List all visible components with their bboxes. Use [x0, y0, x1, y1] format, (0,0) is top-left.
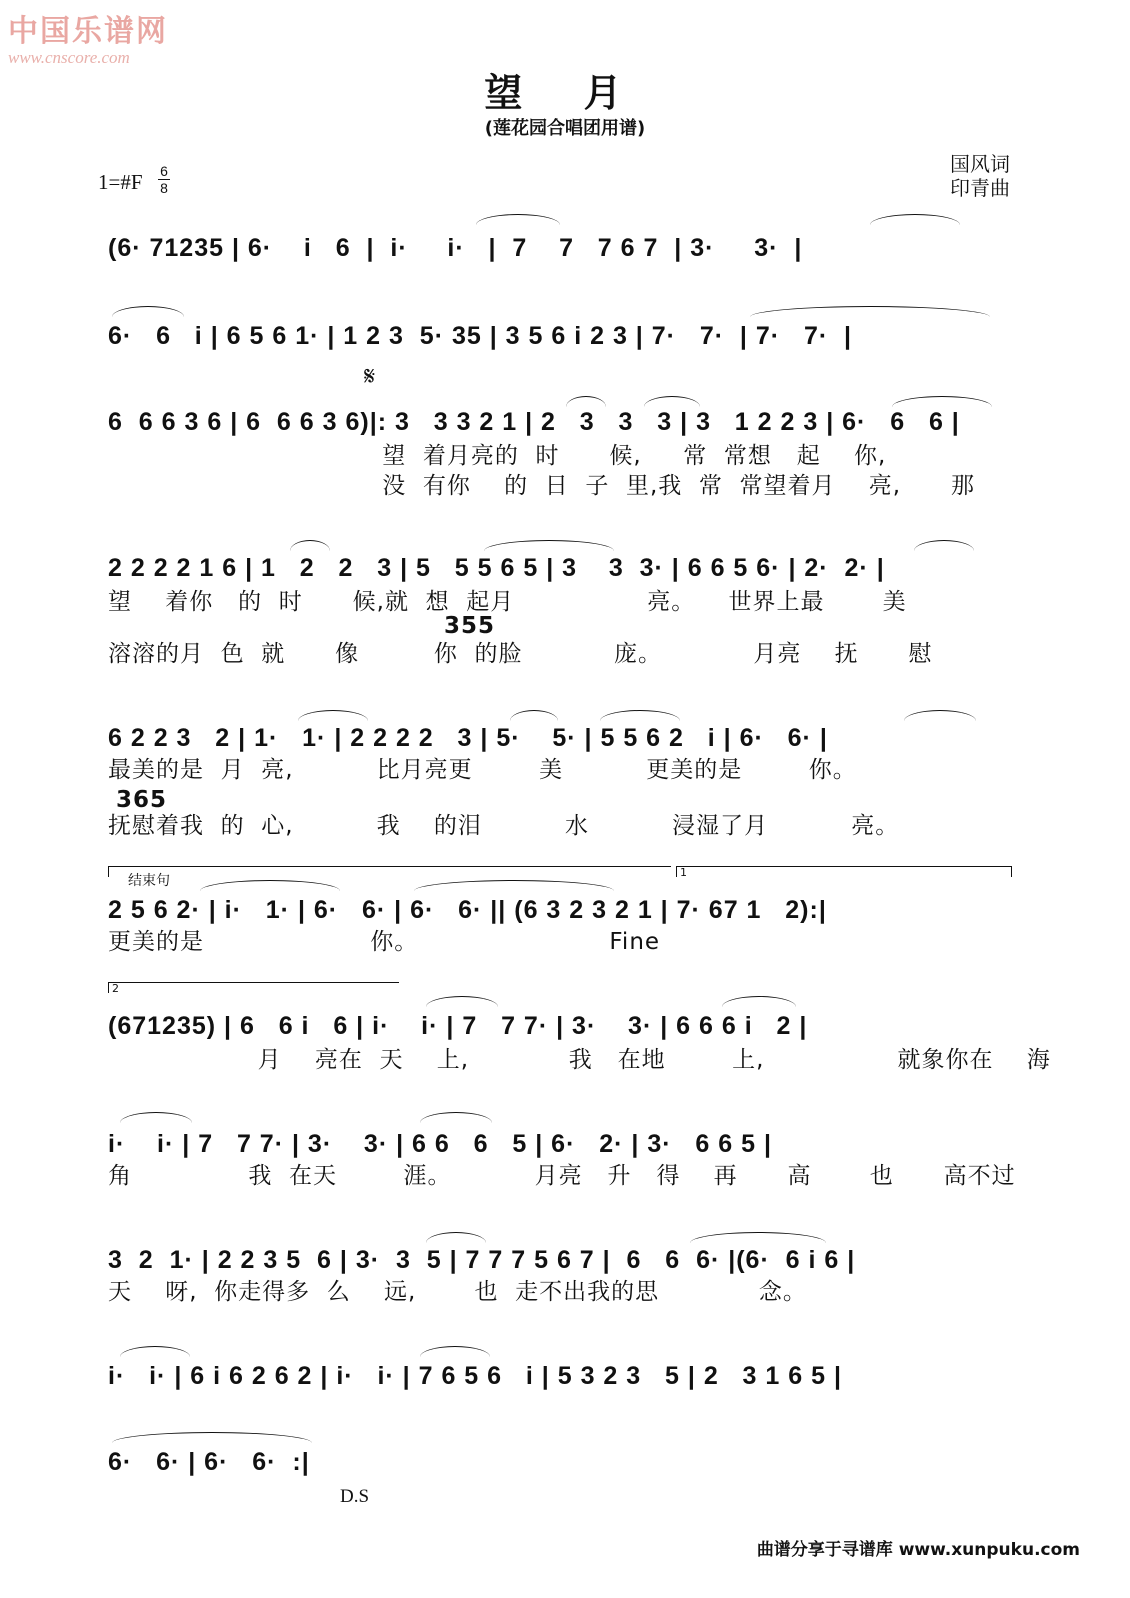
footer-credit: 曲谱分享于寻谱库 www.xunpuku.com [756, 1540, 1080, 1560]
staff-row-11: 6· 6· | 6· 6· :| [108, 1448, 310, 1476]
lyric-row-5-verse-1: 最美的是 月 亮, 比月亮更 美 更美的是 你。 [108, 757, 857, 783]
meter-top: 6 [160, 163, 168, 179]
staff-row-7: (671235) | 6 6 i 6 | i· i· | 7 7 7· | 3· 3· | 6 6 6 i 2 | [108, 1012, 808, 1040]
tie [120, 1346, 190, 1357]
tie [414, 880, 614, 891]
page-subtitle: (莲花园合唱团用谱) [484, 118, 646, 139]
tie [112, 1432, 312, 1443]
tie [426, 996, 498, 1007]
ending-label: 结束句 [128, 873, 170, 889]
volta-1-bracket [676, 866, 1012, 877]
tie [904, 710, 976, 721]
lyric-row-4-alt-notes: 355 [444, 613, 496, 639]
composer-credit: 印青曲 [950, 176, 1010, 200]
staff-row-3: 6 6 6 3 6 | 6 6 6 3 6)|: 3 3 3 2 1 | 2 3 3 3 | 3 1 2 2 3 | 6· 6 6 | [108, 408, 960, 436]
lyric-row-3-verse-1: 望 着月亮的 时 候, 常 常想 起 你, [108, 443, 887, 469]
dal-segno-marker: D.S [340, 1486, 370, 1507]
time-signature [158, 164, 170, 195]
staff-row-8: i· i· | 7 7 7· | 3· 3· | 6 6 6 5 | 6· 2· | 3· 6 6 5 | [108, 1130, 772, 1158]
tie [600, 710, 680, 721]
staff-row-6: 2 5 6 2· | i· 1· | 6· 6· | 6· 6· || (6 3 2 3 2 1 | 7· 67 1 2):| [108, 896, 827, 924]
slur [892, 396, 992, 407]
volta-2-bracket [108, 982, 399, 993]
segno-sign: 𝄋 [364, 362, 376, 391]
lyric-row-3-verse-2: 没 有你 的 日 子 里,我 常 常望着月 亮, 那 [108, 473, 975, 499]
lyric-row-5-verse-2: 抚慰着我 的 心, 我 的泪 水 浸湿了月 亮。 [108, 813, 900, 839]
lyric-row-6: 更美的是 你。 Fine [108, 929, 661, 955]
page-title: 望 月 [484, 71, 646, 115]
lyric-row-4-verse-1: 望 着你 的 时 候,就 想 起月 亮。 世界上最 美 [108, 589, 907, 615]
lyric-row-5-alt-notes: 365 [116, 787, 168, 813]
lyricist-credit: 国风词 [950, 152, 1010, 176]
lyric-row-4-verse-2: 溶溶的月 色 就 像 你 的脸 庞。 月亮 抚 慰 [108, 641, 933, 667]
staff-row-4: 2 2 2 2 1 6 | 1 2 2 3 | 5 5 5 6 5 | 3 3 3· | 6 6 5 6· | 2· 2· | [108, 554, 885, 582]
staff-row-2: 6· 6 i | 6 5 6 1· | 1 2 3 5· 35 | 3 5 6 i 2 3 | 7· 7· | 7· 7· | [108, 322, 853, 350]
slur [644, 396, 700, 407]
watermark-logo: 中国乐谱网 [8, 14, 168, 49]
tie [298, 710, 368, 721]
watermark-url: www.cnscore.com [8, 48, 130, 67]
slur [510, 710, 558, 721]
tie [914, 540, 974, 551]
key-signature: 1=#F [98, 170, 143, 194]
tie [120, 1112, 192, 1123]
slur [484, 540, 614, 551]
tie [112, 306, 184, 317]
tie [200, 880, 340, 891]
tie [722, 996, 796, 1007]
tie [476, 214, 560, 225]
tie [750, 306, 990, 317]
tie [870, 214, 960, 225]
slur [426, 1232, 486, 1243]
slur [690, 1232, 826, 1243]
staff-row-9: 3 2 1· | 2 2 3 5 6 | 3· 3 5 | 7 7 7 5 6 7 | 6 6 6· |(6· 6 i 6 | [108, 1246, 856, 1274]
staff-row-1: (6· 71235 | 6· i 6 | i· i· | 7 7 7 6 7 | 3· 3· | [108, 234, 803, 262]
tie [420, 1112, 492, 1123]
slur [290, 540, 330, 551]
ending-bracket [108, 866, 671, 877]
lyric-row-8: 角 我 在天 涯。 月亮 升 得 再 高 也 高不过 [108, 1163, 1016, 1189]
lyric-row-9: 天 呀, 你走得多 么 远, 也 走不出我的思 念。 [108, 1279, 807, 1305]
volta-1-number: 1 [680, 866, 687, 879]
meter-bottom: 8 [160, 180, 168, 196]
staff-row-5: 6 2 2 3 2 | 1· 1· | 2 2 2 2 3 | 5· 5· | 5 5 6 2 i | 6· 6· | [108, 724, 828, 752]
volta-2-number: 2 [112, 982, 119, 995]
tie [420, 1346, 490, 1357]
lyric-row-7: 月 亮在 天 上, 我 在地 上, 就象你在 海 [108, 1047, 1051, 1073]
staff-row-10: i· i· | 6 i 6 2 6 2 | i· i· | 7 6 5 6 i | 5 3 2 3 5 | 2 3 1 6 5 | [108, 1362, 842, 1390]
slur [566, 396, 606, 407]
